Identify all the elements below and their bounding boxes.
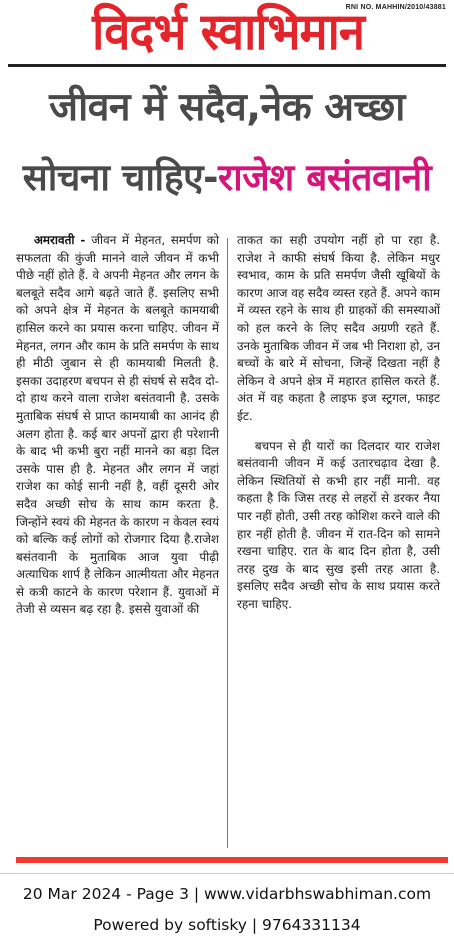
footer-date-page-url[interactable]: 20 Mar 2024 - Page 3 | www.vidarbhswabhiman.com [22,885,432,903]
left-column-text: जीवन में मेहनत, समर्पण को सफलता की कुंजी मानने वाले जीवन में कभी पीछे नहीं होते हैं. वे अपनी मेहनत और लगन के बलबूते सदैव आगे बढ़ते जाते हैं. इसलिए सभी को अपने क्षेत्र में मेहनत के बलबूते कामयाबी हासिल करने का प्रयास करना चाहिए. जीवन में मेहनत, लगन और काम के प्रति समर्पण के साथ ही मीठी जुबान से ही कामयाबी मिलती है. इसका उदाहरण बचपन से ही संघर्ष से सदैव दो-दो हाथ करने वाला राजेश बसंतवानी है. उसके मुताबिक संघर्ष से प्राप्त कामयाबी का आनंद ही अलग होता है. कई बार अपनों द्वारा ही परेशानी के बाद भी कभी बुरा नहीं मानने का बड़ा दिल उसके पास ही है. मेहनत और लगन में जहां राजेश का कोई सानी नहीं है, वहीं दूसरी ओर सदैव अच्छी सोच के साथ काम करता है. जिन्होंने स्वयं की मेहनत के कारण न केवल स्वयं को बल्कि कई लोगों को रोजगार दिया है.राजेश बसंतवानी के मुताबिक आज युवा पीढ़ी अत्याधिक शार्प है लेकिन आत्मीयता और मेहनत से कत्री काटने के कारण परेशान हैं. युवाओं में तेजी से व्यसन बढ़ रहा है. इससे युवाओं की [16,233,219,617]
article-body [16,232,440,857]
headline-name: राजेश बसंतवानी [218,156,432,199]
bottom-rule [16,857,448,863]
article-column-right [237,232,440,857]
headline-line-2 [8,155,446,201]
newspaper-logo: विदर्भ स्वाभिमान [92,2,364,63]
article-paragraph: बचपन से ही यारों का दिलदार यार राजेश बसंतवानी जीवन में कई उतारचढ़ाव देखा है. लेकिन स्थितियों से कभी हार नहीं मानी. वह कहता है कि जिस तरह से लहरों से डरकर नैया पार नहीं होती, उसी तरह कोशिश करने वाले की हार नहीं होती है. जीवन में रात-दिन को सामने रखना चाहिए. रात के बाद दिन होता है, उसी तरह दुख के बाद सुख इसी तरह आता है. इसलिए सदैव अच्छी सोच के साथ प्रयास करते रहना चाहिए. [237,438,440,611]
article-paragraph: ताकत का सही उपयोग नहीं हो पा रहा है. राजेश ने काफी संघर्ष किया है. लेकिन मधुर स्वभाव, काम के प्रति समर्पण जैसी खूबियों के कारण आज वह सदैव व्यस्त रहते हैं. अपने काम में व्यस्त रहने के साथ ही ग्राहकों की समस्याओं को हल करने के लिए सदैव अग्रणी रहते हैं. उनके मुताबिक जीवन में जब भी निराशा हो, उन बच्चों के बारे में सोचना, जिन्हें दिखता नहीं है लेकिन वे अपने क्षेत्र में महारत हासिल करते हैं. अंत में वह कहता है लाइफ इज स्ट्रगल, फाइट ईट. [237,233,440,423]
footer-powered-by: Powered by softisky | 9764331134 [93,916,361,934]
article-column-left [16,232,219,857]
footer [0,873,454,950]
headline-line-1: जीवन में सदैव,नेक अच्छा [49,85,405,130]
masthead [0,0,454,70]
article-paragraph [16,232,219,619]
rni-number: RNI NO. MAHHIN/2010/43881 [345,4,446,11]
dateline: अमरावती - [33,233,92,247]
column-divider [227,238,228,848]
masthead-rule [8,64,446,67]
headline-main: सोचना चाहिए- [22,156,218,199]
